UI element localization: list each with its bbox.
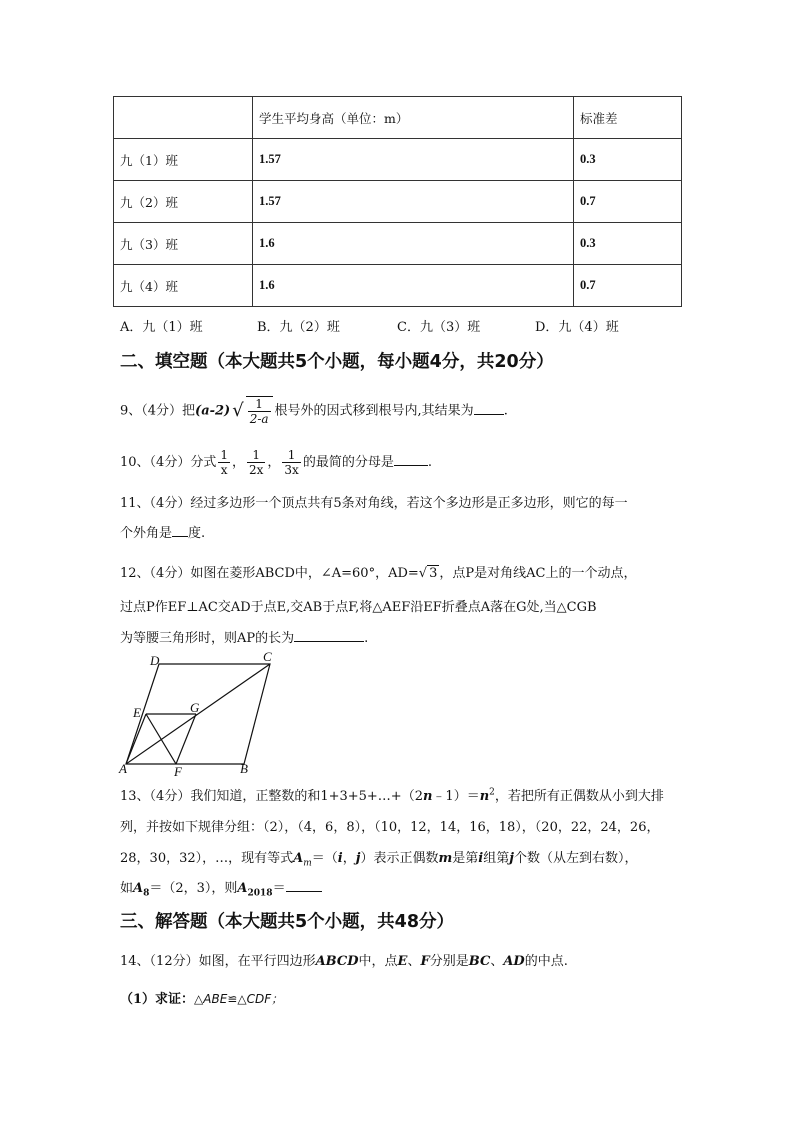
label-e: E [133, 705, 141, 720]
q14-line1a: 14、（12分）如图，在平行四边形 [120, 954, 316, 969]
q13-j2: j [509, 851, 514, 866]
q12-line-3 [120, 627, 368, 646]
q11-line-2 [120, 522, 205, 541]
q13-line4a: 如 [120, 881, 134, 896]
label-a: A [119, 761, 127, 776]
q13-line3b: ＝（ [311, 851, 338, 866]
q13-line1a: 13、（4分）我们知道，正整数的和1+3+5+…+（2 [120, 789, 423, 804]
label-g: G [190, 700, 200, 715]
q10-frac2-den: 2x [248, 463, 264, 477]
q10-answer-blank[interactable] [394, 453, 428, 466]
q13-line3e: 组第 [483, 851, 510, 866]
label-f: F [174, 764, 182, 776]
height-cell: 1.6 [253, 223, 574, 265]
section-2-title: 二、填空题（本大题共5个小题，每小题4分，共20分） [120, 352, 554, 372]
q12-sqrt-sign: √ [418, 566, 428, 581]
q13-am: A [293, 851, 304, 866]
q12-line-2: 过点P作EF⊥AC交AD于点E,交AB于点F,将△AEF沿EF折叠点A落在G处,当△CGB [120, 600, 597, 615]
q13-line-2: 列，并按如下规律分组：（2），（4，6，8），（10，12，14，16，18），（20，22，24，26， [120, 820, 660, 835]
q10-fraction-2 [247, 448, 265, 477]
q9-prefix: 9、（4分）把 [120, 403, 196, 419]
rhombus-figure [110, 648, 290, 776]
q13-line-1 [120, 785, 664, 804]
q11-answer-blank[interactable] [172, 524, 188, 537]
choice-d: D．九（4）班 [535, 320, 619, 335]
q13-sup2: 2 [489, 787, 495, 798]
q14-line1b: 中，点 [358, 954, 398, 969]
q10-frac1-den: x [220, 463, 228, 477]
q12-line1b: ，点P是对角线AC上的一个动点， [439, 566, 637, 581]
q13-sub8: 8 [143, 888, 150, 899]
q14-bc: BC [468, 954, 491, 969]
q14-abcd: ABCD [315, 954, 359, 969]
q13-i2: i [478, 851, 484, 866]
std-cell: 0.7 [574, 265, 682, 307]
q14-dot: 、 [407, 954, 421, 969]
q11-line2b: 度. [188, 526, 206, 541]
q10-sep-1: ， [231, 455, 245, 470]
choice-b: B．九（2）班 [257, 320, 340, 335]
q13-j1: j [355, 851, 361, 866]
q14-sub1-label: （1）求证： [120, 992, 195, 1007]
q10-fraction-3 [282, 448, 300, 477]
q12-line3a: 为等腰三角形时，则AP的长为 [120, 631, 295, 646]
label-b: B [240, 761, 248, 776]
label-c: C [263, 649, 272, 664]
section-3-title: 三、解答题（本大题共5个小题，共48分） [120, 912, 455, 932]
q9-den: 2-a [249, 412, 269, 426]
q9-end: . [503, 403, 508, 419]
q14-dot-2: 、 [490, 954, 504, 969]
q13-line4b: ＝（2，3），则 [149, 881, 238, 896]
q9-num: 1 [248, 397, 271, 412]
choice-a: A．九（1）班 [120, 320, 203, 335]
q13-line-4 [120, 877, 322, 899]
q13-line-3 [120, 847, 637, 869]
q11-line2a: 个外角是 [120, 526, 173, 541]
q13-line3f: 个数（从左到右数）， [513, 851, 638, 866]
table-header-cell: 学生平均身高（单位：m） [253, 97, 574, 139]
q13-line1b: ﹣1）＝ [432, 789, 480, 804]
q10-frac3-den: 3x [284, 463, 299, 477]
q14-congruence: △ABE≌△CDF； [194, 992, 284, 1006]
question-9 [120, 396, 508, 427]
q9-fraction [246, 396, 273, 426]
q14-sub-question-1 [120, 988, 283, 1007]
q14-line-1 [120, 950, 568, 969]
line-gf [176, 714, 196, 764]
q12-line3b: . [364, 631, 369, 646]
table-row [114, 265, 682, 307]
q9-suffix: 根号外的因式移到根号内,其结果为 [274, 403, 474, 419]
q13-answer-blank[interactable] [286, 879, 322, 892]
q13-n1: n [422, 789, 433, 804]
q13-sub-m: m [303, 858, 312, 869]
height-cell: 1.6 [253, 265, 574, 307]
q10-suffix: 的最简的分母是 [302, 455, 394, 470]
q10-fraction-1 [218, 448, 230, 477]
q13-line3c: ）表示正偶数 [360, 851, 439, 866]
q10-end: . [427, 455, 432, 470]
q10-frac2-num: 1 [247, 448, 265, 463]
q13-comma: ， [342, 851, 356, 866]
q14-e: E [397, 954, 408, 969]
table-header-cell: 标准差 [574, 97, 682, 139]
class-cell: 九（3）班 [114, 223, 253, 265]
q12-answer-blank[interactable] [294, 629, 364, 642]
q13-sub2018: 2018 [247, 888, 273, 899]
table-header-row [114, 97, 682, 139]
q9-coef: (a-2) [195, 403, 231, 419]
q13-m1: m [438, 851, 453, 866]
q10-frac3-num: 1 [282, 448, 300, 463]
q14-line1d: 的中点. [524, 954, 568, 969]
q13-line1c: ，若把所有正偶数从小到大排 [494, 789, 664, 804]
q9-sqrt: √ [232, 400, 244, 421]
class-cell: 九（2）班 [114, 181, 253, 223]
table-row [114, 139, 682, 181]
q9-answer-blank[interactable] [474, 402, 504, 415]
q12-line-1 [120, 562, 636, 581]
table-row [114, 181, 682, 223]
q12-sqrt-value: 3 [429, 566, 438, 581]
label-d: D [150, 653, 160, 668]
question-10 [120, 446, 432, 480]
q14-ad: AD [503, 954, 525, 969]
q13-a8: A [133, 881, 144, 896]
table-header-cell [114, 97, 253, 139]
q12-line1a: 12、（4分）如图在菱形ABCD中，∠A=60°，AD= [120, 566, 419, 581]
height-cell: 1.57 [253, 139, 574, 181]
q11-line-1: 11、（4分）经过多边形一个顶点共有5条对角线，若这个多边形是正多边形，则它的每一 [120, 496, 628, 511]
q10-prefix: 10、（4分）分式 [120, 455, 217, 470]
q10-sep-2: ， [267, 455, 281, 470]
std-cell: 0.7 [574, 181, 682, 223]
choice-c: C．九（3）班 [397, 320, 481, 335]
q13-line3d: 是第 [452, 851, 479, 866]
height-std-table [113, 96, 682, 307]
class-cell: 九（4）班 [114, 265, 253, 307]
q13-line4c: ＝ [272, 881, 286, 896]
line-ef [146, 714, 176, 764]
q13-a2018: A [237, 881, 248, 896]
class-cell: 九（1）班 [114, 139, 253, 181]
height-cell: 1.57 [253, 181, 574, 223]
table-row [114, 223, 682, 265]
q14-f: F [420, 954, 430, 969]
q10-frac1-num: 1 [220, 448, 228, 462]
q14-line1c: 分别是 [429, 954, 469, 969]
std-cell: 0.3 [574, 139, 682, 181]
q13-i1: i [337, 851, 343, 866]
q13-line3a: 28，30，32），…，现有等式 [120, 851, 294, 866]
q13-n2: n [479, 789, 490, 804]
std-cell: 0.3 [574, 223, 682, 265]
